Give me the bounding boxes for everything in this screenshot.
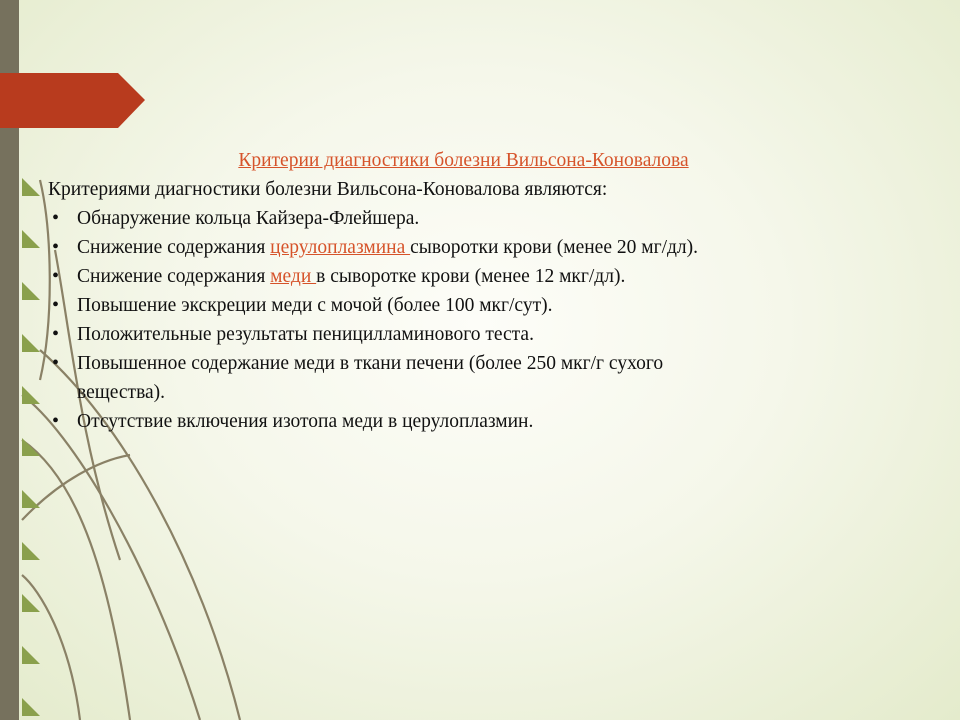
list-item: • Снижение содержания меди в сыворотке крови (менее 12 мкг/дл). xyxy=(48,262,928,291)
ceruloplasmin-link[interactable]: церулоплазмина xyxy=(270,237,411,258)
list-item: • Отсутствие включения изотопа меди в церулоплазмин. xyxy=(48,407,928,436)
list-item: • Повышение экскреции меди с мочой (более 100 мкг/сут). xyxy=(48,291,928,320)
list-item: • Обнаружение кольца Кайзера-Флейшера. xyxy=(48,204,928,233)
list-item: • Положительные результаты пеницилламинового теста. xyxy=(48,320,928,349)
intro-text: Критериями диагностики болезни Вильсона-Коновалова являются: xyxy=(48,179,608,200)
copper-link[interactable]: меди xyxy=(270,266,317,287)
slide-heading[interactable] xyxy=(48,146,879,175)
title-accent-tab xyxy=(0,73,145,128)
list-item-continuation: вещества). xyxy=(77,382,166,403)
list-item: • Снижение содержания церулоплазмина сыворотки крови (менее 20 мг/дл). xyxy=(48,233,928,262)
heading-link[interactable]: Критерии диагностики болезни Вильсона-Коновалова xyxy=(238,150,689,171)
criteria-list xyxy=(48,204,928,436)
slide-content xyxy=(48,146,928,436)
list-item: • Повышенное содержание меди в ткани печени (более 250 мкг/г сухого xyxy=(48,349,928,378)
